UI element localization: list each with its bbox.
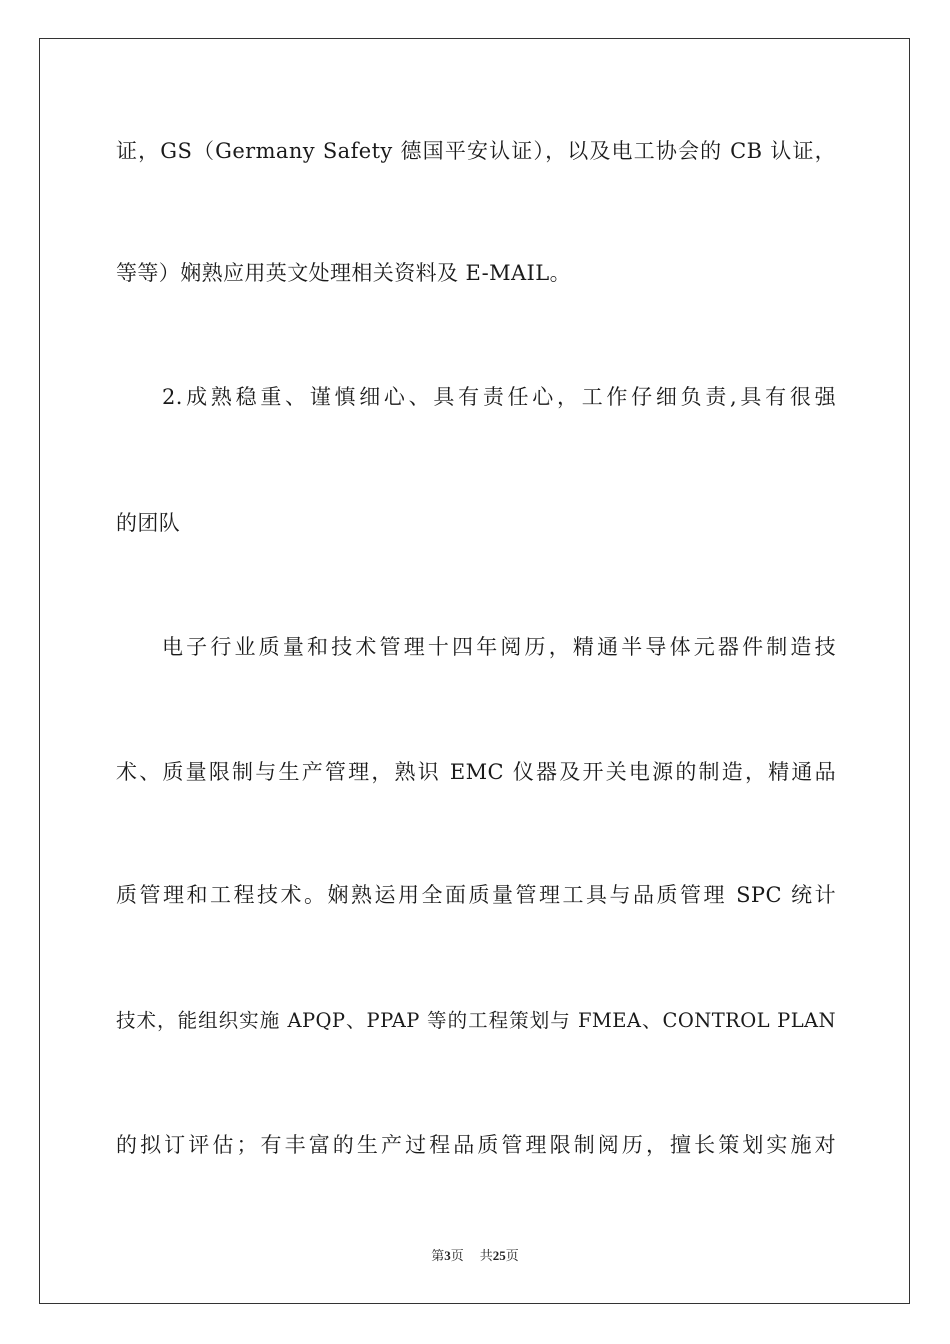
body-line-9: 的拟订评估；有丰富的生产过程品质管理限制阅历，擅长策划实施对 (116, 1133, 836, 1157)
footer-page-number: 3 (444, 1248, 451, 1263)
footer-page-suffix: 页 (450, 1249, 464, 1264)
footer-prefix: 第 (431, 1249, 445, 1264)
page-footer (0, 1247, 950, 1266)
body-line-6: 术、质量限制与生产管理，熟识 EMC 仪器及开关电源的制造，精通品 (116, 760, 836, 784)
page-border (39, 38, 910, 1304)
body-line-7: 质管理和工程技术。娴熟运用全面质量管理工具与品质管理 SPC 统计 (116, 883, 836, 907)
footer-total-suffix: 页 (505, 1249, 519, 1264)
footer-total-pages: 25 (492, 1248, 506, 1263)
body-line-4: 的团队 (116, 511, 181, 535)
body-line-2: 等等）娴熟应用英文处理相关资料及 E-MAIL。 (116, 261, 571, 285)
footer-total-prefix: 共 (479, 1249, 493, 1264)
body-line-5: 电子行业质量和技术管理十四年阅历，精通半导体元器件制造技 (162, 635, 836, 659)
body-line-3: 2.成熟稳重、谨慎细心、具有责任心，工作仔细负责,具有很强 (162, 385, 836, 409)
body-line-1: 证，GS（Germany Safety 德国平安认证），以及电工协会的 CB 认证， (116, 139, 836, 163)
body-line-8: 技术，能组织实施 APQP、PPAP 等的工程策划与 FMEA、CONTROL PLAN (116, 1009, 836, 1032)
